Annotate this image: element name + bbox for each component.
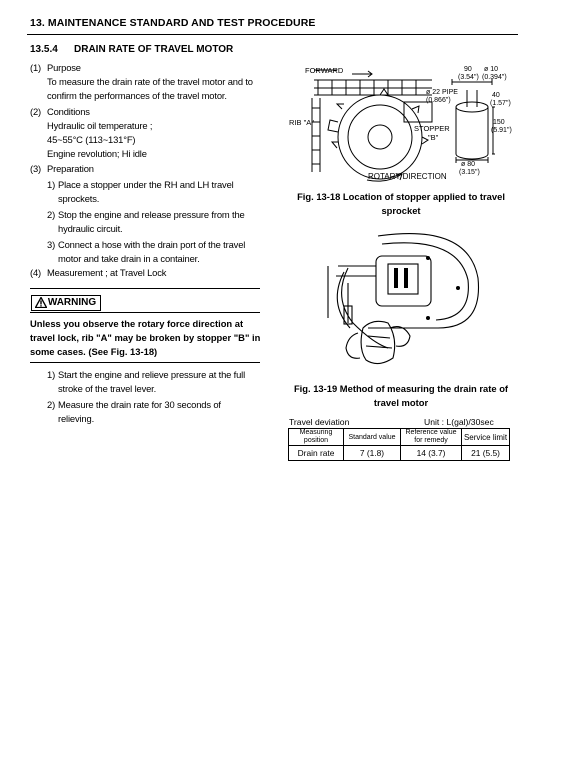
fig-13-19-drawing [318,228,488,378]
header-rule [27,34,518,35]
meas-step-2-line-1: Measure the drain rate for 30 seconds of [58,399,221,410]
cell-standard-value: 7 (1.8) [344,446,401,461]
prep-step-3-num: 3) [47,239,56,250]
item-1-num: (1) [30,62,42,73]
label-stopper-b: "B" [428,133,439,142]
label-rib: RIB "A" [289,118,314,127]
prep-step-1-line-2: sprockets. [58,193,100,204]
item-2-title: Conditions [47,106,90,117]
section-title [30,44,233,55]
prep-step-2-line-2: hydraulic circuit. [58,223,123,234]
col-header-measuring-position [289,429,344,446]
page-header: 13. MAINTENANCE STANDARD AND TEST PROCEDURE [30,17,316,29]
prep-step-2-num: 2) [47,209,56,220]
table-header-row [289,429,510,446]
col-header-reference-line-2: for remedy [414,437,448,444]
table-title: Travel deviation [289,417,350,427]
item-1-line-2: confirm the performances of the travel motor. [47,90,227,101]
warning-line-2: travel lock, rib "A" may be broken by stopper "B" in [30,332,261,343]
warning-badge [31,295,101,311]
prep-step-2-line-1: Stop the engine and release pressure from the [58,209,245,220]
fig-13-18-caption-line-1: Fig. 13-18 Location of stopper applied to travel [297,191,505,202]
item-3-title: Preparation [47,163,94,174]
col-header-service-line-1: Service limit [463,432,508,442]
dim-pipe: ø 22 PIPE [426,89,458,96]
label-rotary-direction: ROTARY DIRECTION [368,172,447,181]
dim-phi10-in: (0.394") [482,74,507,81]
dim-150-in: (5.91") [491,127,512,134]
item-1-line-1: To measure the drain rate of the travel motor and to [47,76,253,87]
fig-13-19-caption-line-2: travel motor [373,397,429,408]
item-2-num: (2) [30,106,42,117]
col-header-reference-value [401,429,462,446]
meas-step-2-line-2: relieving. [58,413,95,424]
item-2-line-3: Engine revolution; Hi idle [47,148,147,159]
col-header-standard-value [344,429,401,446]
prep-step-1-num: 1) [47,179,56,190]
warning-mid-rule [30,312,260,313]
item-2-line-2: 45~55°C (113~131°F) [47,134,136,145]
item-4-num: (4) [30,267,42,278]
dim-phi80: ø 80 [461,161,476,168]
dim-40: 40 [492,92,500,99]
warning-text [30,317,266,359]
warning-triangle-icon [35,297,47,308]
table-row [289,446,510,461]
fig-13-18-caption-line-2: sprocket [381,205,421,216]
section-number: 13.5.4 [30,44,58,55]
dim-90-in: (3.54") [458,74,479,81]
fig-13-19-caption [285,382,517,410]
warning-line-3: some cases. (See Fig. 13-18) [30,346,158,357]
prep-step-1-line-1: Place a stopper under the RH and LH travel [58,179,234,190]
col-header-service-limit [462,429,510,446]
col-header-standard-line-1: Standard value [348,433,396,441]
warning-bottom-rule [30,362,260,363]
label-forward: FORWARD [305,66,344,75]
label-stopper: STOPPER [414,124,450,133]
warning-label: WARNING [47,297,97,308]
dim-phi80-in: (3.15") [459,169,480,176]
col-header-measuring-line-2: position [303,437,329,444]
dim-90: 90 [464,66,472,73]
meas-step-1-line-1: Start the engine and relieve pressure at the full [58,369,246,380]
item-2-line-1: Hydraulic oil temperature ; [47,120,153,131]
warning-top-rule [30,288,260,289]
fig-13-18-caption [285,190,517,218]
meas-step-2-num: 2) [47,399,56,410]
prep-step-3-line-2: motor and take drain in a container. [58,253,200,264]
dim-150: 150 [493,119,505,126]
dim-phi10: ø 10 [484,66,499,73]
table-unit: Unit : L(gal)/30sec [424,417,494,427]
warning-line-1: Unless you observe the rotary force direction at [30,318,244,329]
cell-measuring-position: Drain rate [289,446,344,461]
item-3-num: (3) [30,163,42,174]
dim-40-in: (1.57") [490,100,511,107]
drain-rate-table [288,428,510,461]
item-1-title: Purpose [47,62,81,73]
cell-reference-value: 14 (3.7) [401,446,462,461]
meas-step-1-line-2: stroke of the travel lever. [58,383,157,394]
meas-step-1-num: 1) [47,369,56,380]
prep-step-3-line-1: Connect a hose with the drain port of the travel [58,239,246,250]
col-header-reference-line-1: Reference value [405,429,457,436]
col-header-measuring-line-1: Measuring [299,429,333,436]
cell-service-limit: 21 (5.5) [462,446,510,461]
fig-13-19-caption-line-1: Fig. 13-19 Method of measuring the drain rate of [293,383,509,394]
dim-pipe-in: (0.866") [426,97,451,104]
section-name: DRAIN RATE OF TRAVEL MOTOR [74,44,234,55]
item-4-title: Measurement ; at Travel Lock [47,267,167,278]
